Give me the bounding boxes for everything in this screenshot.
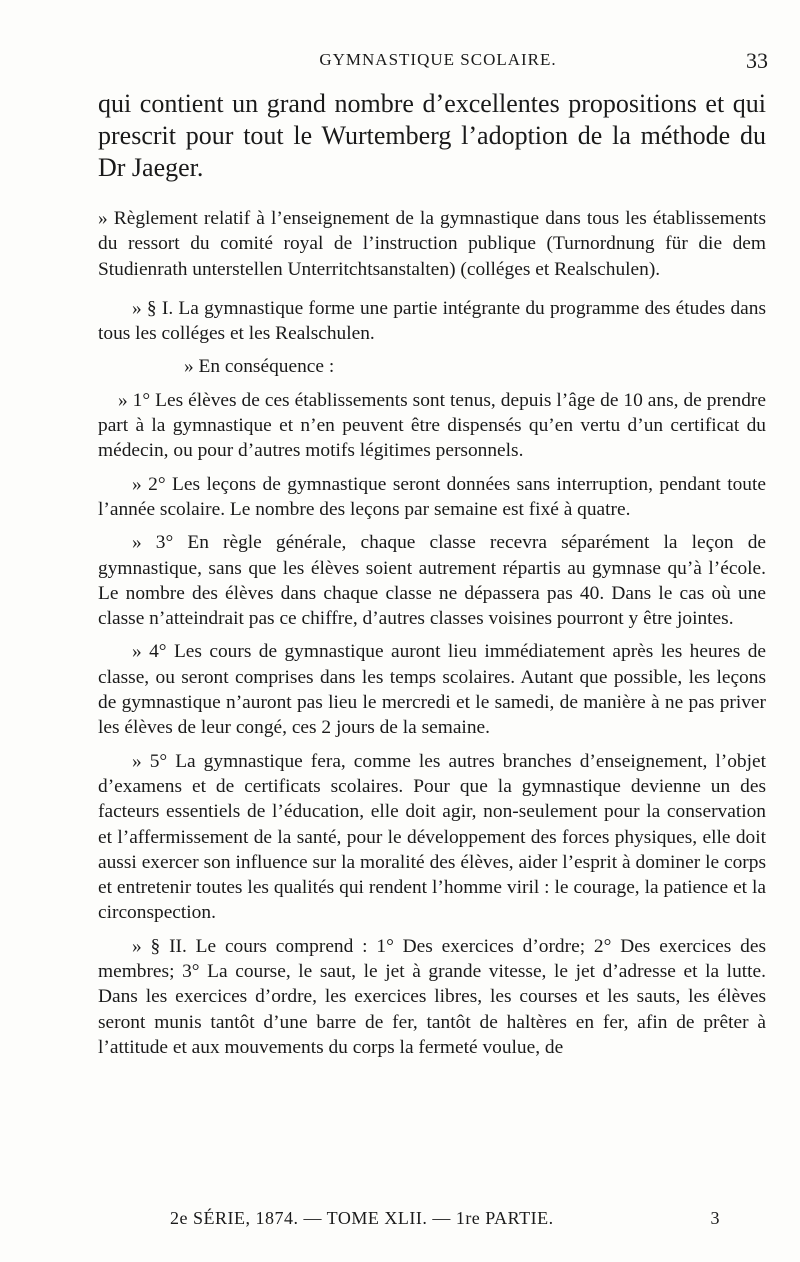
lead-paragraph: qui contient un grand nombre d’excellentes propositions et qui prescrit pour tout le Wurtemberg l’adoption de la méthode du Dr Jaeger. xyxy=(98,89,766,182)
page-number: 33 xyxy=(746,48,768,73)
paragraph-article-1: » 1° Les élèves de ces établissements sont tenus, depuis l’âge de 10 ans, de prendre part à la gymnastique et n’en peuvent être dispensés qu’en vertu d’un certificat du médecin, ou pour d’autres motifs légitimes personnels. xyxy=(98,389,766,462)
paragraph-article-2: » 2° Les leçons de gymnastique seront données sans interruption, pendant toute l’année scolaire. Le nombre des leçons par semaine est fixé à quatre. xyxy=(98,473,766,520)
paragraph-reglement: » Règlement relatif à l’enseignement de la gymnastique dans tous les établissements du ressort du comité royal de l’instruction publique (Turnordnung für die dem Studienrath unterstellen Unterritchtsanstalten) (colléges et Realschulen). xyxy=(98,208,766,280)
series-info: 2e SÉRIE, 1874. — TOME XLII. — 1re PARTIE. xyxy=(170,1208,554,1228)
signature-mark: 3 xyxy=(710,1208,720,1228)
running-title: GYMNASTIQUE SCOLAIRE. xyxy=(319,50,557,69)
paragraph-section-2: » § II. Le cours comprend : 1° Des exercices d’ordre; 2° Des exercices des membres; 3° La course, le saut, le jet à grande vitesse, le jet d’adresse et la lutte. Dans les exercices d’ordre, les exercices libres, les courses et les sauts, les élèves seront munis tantôt d’une barre de fer, tantôt de haltères en fer, afin de prêter à l’attitude et aux mouvements du corps la fermeté voulue, de xyxy=(98,935,766,1058)
paragraph-article-3: » 3° En règle générale, chaque classe recevra séparément la leçon de gymnastique, sans que les élèves soient autrement répartis au gymnase qu’à l’école. Le nombre des élèves dans chaque classe ne dépassera pas 40. Dans le cas où une classe n’atteindrait pas ce chiffre, d’autres classes voisines pourront y être jointes. xyxy=(98,532,766,630)
paragraph-section-1: » § I. La gymnastique forme une partie intégrante du programme des études dans tous les colléges et les Realschulen. xyxy=(98,297,766,345)
page-header xyxy=(108,50,768,74)
paragraph-en-consequence: » En conséquence : xyxy=(184,356,335,378)
page-body xyxy=(98,88,766,1068)
paragraph-article-5: » 5° La gymnastique fera, comme les autres branches d’enseignement, l’objet d’examens et de certificats scolaires. Pour que la gymnastique devienne un des facteurs essentiels de l’éducation, elle doit agir, non-seulement pour la conservation et l’affermissement de la santé, pour le développement des forces physiques, elle doit aussi exercer son influence sur la moralité des élèves, aider l’esprit à dominer le corps et entretenir toutes les qualités qui rendent l’homme viril : le courage, la patience et la circonspection. xyxy=(98,750,766,924)
paragraph-article-4: » 4° Les cours de gymnastique auront lieu immédiatement après les heures de classe, ou seront comprises dans les temps scolaires. Autant que possible, les leçons de gymnastique n’auront pas lieu le mercredi et le samedi, de manière à ne pas priver les élèves de leur congé, ces 2 jours de la semaine. xyxy=(98,641,766,739)
page-footer xyxy=(170,1208,720,1229)
